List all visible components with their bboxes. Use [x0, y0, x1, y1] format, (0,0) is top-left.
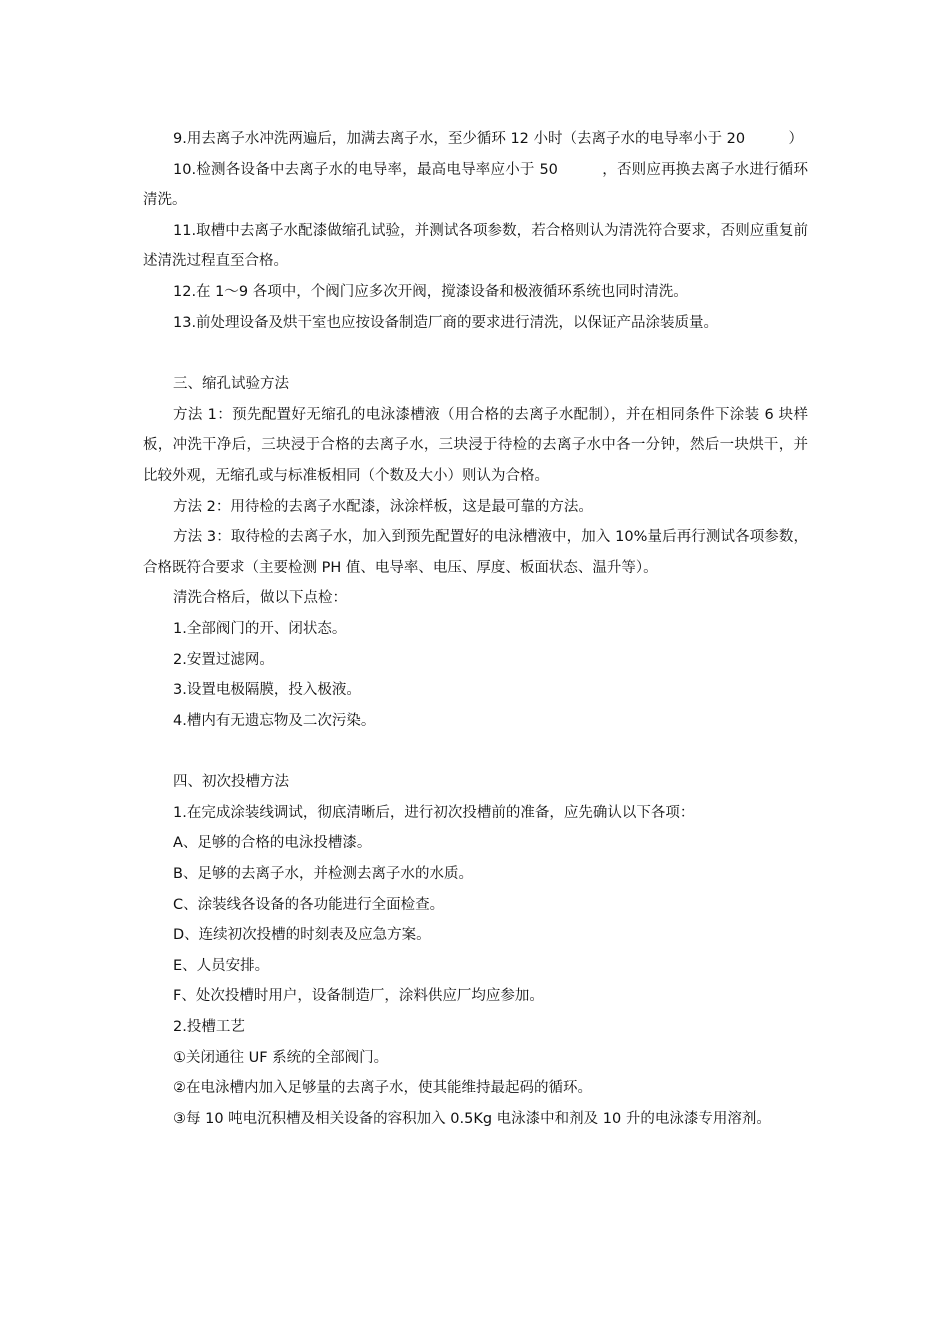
preparation-item-b: B、足够的去离子水，并检测去离子水的水质。 — [173, 866, 473, 883]
section-heading-shrinkage-test: 三、缩孔试验方法 — [173, 376, 289, 393]
preparation-item-a: A、足够的合格的电泳投槽漆。 — [173, 835, 372, 852]
preparation-paragraph: 1.在完成涂装线调试，彻底清晰后，进行初次投槽前的准备，应先确认以下各项： — [173, 804, 695, 821]
document-body — [143, 124, 808, 1134]
process-subheading: 2.投槽工艺 — [173, 1019, 245, 1036]
process-step-1: ①关闭通往 UF 系统的全部阀门。 — [173, 1049, 389, 1066]
preparation-item-d: D、连续初次投槽的时刻表及应急方案。 — [173, 927, 431, 944]
process-step-3: ③每 10 吨电沉积槽及相关设备的容积加入 0.5Kg 电泳漆中和剂及 10 升的电泳漆专用溶剂。 — [173, 1110, 771, 1127]
method-3-paragraph: 方法 3：取待检的去离子水，加入到预先配置好的电泳槽液中，加入 10%量后再行测试各项参数，合格既符合要求（主要检测 PH 值、电导率、电压、厚度、板面状态、温升等）。 — [143, 529, 808, 576]
preparation-item-c: C、涂装线各设备的各功能进行全面检查。 — [173, 896, 445, 913]
checklist-item-2: 2.安置过滤网。 — [173, 651, 274, 668]
preparation-item-f: F、处次投槽时用户，设备制造厂，涂料供应厂均应参加。 — [173, 988, 544, 1005]
checklist-item-3: 3.设置电极隔膜，投入极液。 — [173, 682, 361, 699]
method-2-paragraph: 方法 2：用待检的去离子水配漆，泳涂样板，这是最可靠的方法。 — [173, 498, 593, 515]
paragraph-item-12: 12.在 1～9 各项中，个阀门应多次开阀，搅漆设备和极液循环系统也同时清洗。 — [173, 283, 688, 300]
section-spacer — [143, 736, 808, 767]
paragraph-item-9: 9.用去离子水冲洗两遍后，加满去离子水，至少循环 12 小时（去离子水的电导率小于 20 ） — [173, 131, 804, 147]
method-1-paragraph: 方法 1：预先配置好无缩孔的电泳漆槽液（用合格的去离子水配制），并在相同条件下涂装 6 块样板，冲洗干净后，三块浸于合格的去离子水，三块浸于待检的去离子水中各一分钟，然后一块烘干，并比较外观，无缩孔或与标准板相同（个数及大小）则认为合格。 — [143, 406, 808, 484]
paragraph-item-10: 10.检测各设备中去离子水的电导率，最高电导率应小于 50 ，否则应再换去离子水进行循环清洗。 — [143, 161, 808, 209]
section-spacer — [143, 338, 808, 369]
process-step-2: ②在电泳槽内加入足够量的去离子水，使其能维持最起码的循环。 — [173, 1080, 592, 1097]
section-heading-initial-tank-fill: 四、初次投槽方法 — [173, 774, 289, 791]
checklist-item-1: 1.全部阀门的开、闭状态。 — [173, 620, 347, 637]
paragraph-item-11: 11.取槽中去离子水配漆做缩孔试验，并测试各项参数，若合格则认为清洗符合要求，否则应重复前述清洗过程直至合格。 — [143, 222, 808, 270]
preparation-item-e: E、人员安排。 — [173, 957, 270, 974]
checklist-intro: 清洗合格后，做以下点检： — [173, 590, 347, 607]
paragraph-item-13: 13.前处理设备及烘干室也应按设备制造厂商的要求进行清洗，以保证产品涂装质量。 — [173, 314, 719, 331]
checklist-item-4: 4.槽内有无遗忘物及二次污染。 — [173, 712, 376, 729]
